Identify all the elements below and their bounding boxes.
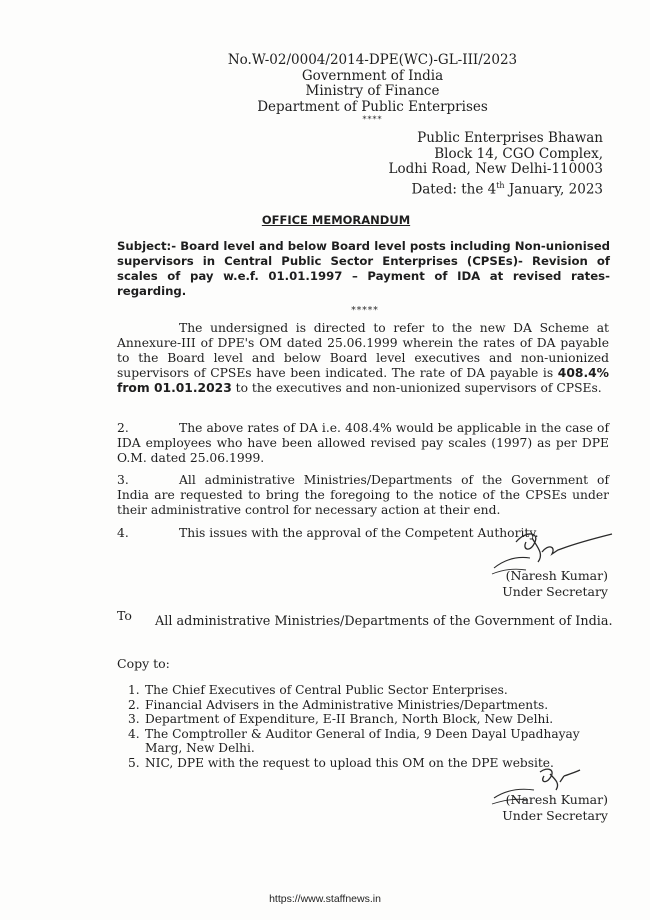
paragraph-1: The undersigned is directed to refer to the new DA Scheme at Annexure-III of DPE's OM dated 25.06.1999 wherein the rates of DA payable to the Board level and below Board level executives and non-unionized supervisors of CPSEs have been indicated. The rate of DA payable is 408.4% from 01.01.2023 to the executives and non-unionized supervisors of CPSEs.: [117, 321, 609, 395]
file-number: No.W-02/0004/2014-DPE(WC)-GL-III/2023: [227, 52, 518, 68]
paragraph-4: 4. This issues with the approval of the Competent Authority.: [117, 526, 539, 540]
copy-to-list: [128, 683, 608, 770]
subject-line: Subject:- Board level and below Board level posts including Non-unionised supervisors in Central Public Sector Enterprises (CPSEs)- Revision of scales of pay w.e.f. 01.01.1997 – Payment of IDA at revised rates-regarding.: [117, 239, 610, 298]
da-rate-highlight: 408.4% from 01.01.2023: [117, 366, 609, 395]
list-item: 3. Department of Expenditure, E-II Branch, North Block, New Delhi.: [128, 712, 554, 726]
to-addressee: All administrative Ministries/Departments of the Government of India.: [155, 614, 613, 629]
list-item: 4. The Comptroller & Auditor General of India, 9 Deen Dayal Upadhayay Marg, New Delhi.: [128, 726, 580, 755]
department-line: Department of Public Enterprises: [257, 98, 488, 115]
copy-to-label: Copy to:: [117, 656, 170, 671]
subject-stars: *****: [351, 306, 379, 316]
office-address: [389, 131, 604, 198]
document-title: OFFICE MEMORANDUM: [261, 213, 411, 227]
list-item: 5. NIC, DPE with the request to upload this OM on the DPE website.: [128, 755, 554, 770]
letterhead: [0, 53, 650, 124]
date-line: Dated: the 4th January, 2023: [411, 180, 603, 197]
list-item: 2. Financial Advisers in the Administrative Ministries/Departments.: [128, 697, 549, 712]
paragraph-2: 2. The above rates of DA i.e. 408.4% would be applicable in the case of IDA employees who have been allowed revised pay scales (1997) as per DPE O.M. dated 25.06.1999.: [117, 421, 609, 465]
govt-line: Government of India: [301, 67, 444, 84]
ministry-line: Ministry of Finance: [305, 83, 440, 99]
paragraph-3: 3. All administrative Ministries/Departments of the Government of India are requested to bring the foregoing to the notice of the CPSEs under their administrative control for necessary action at their end.: [117, 473, 609, 517]
address-line-2: Block 14, CGO Complex,: [434, 145, 603, 162]
address-line-1: Public Enterprises Bhawan: [417, 130, 603, 146]
to-label: To: [117, 608, 132, 623]
address-line-3: Lodhi Road, New Delhi-110003: [388, 161, 603, 177]
signatory-designation-1: Under Secretary: [502, 584, 608, 599]
footer-url: https://www.staffnews.in: [269, 893, 381, 905]
signatory-name-2: (Naresh Kumar): [505, 792, 608, 807]
header-stars: ****: [362, 115, 383, 124]
list-item: 1. The Chief Executives of Central Public Sector Enterprises.: [128, 683, 508, 697]
signatory-name-1: (Naresh Kumar): [505, 568, 608, 583]
signatory-designation-2: Under Secretary: [502, 808, 608, 823]
